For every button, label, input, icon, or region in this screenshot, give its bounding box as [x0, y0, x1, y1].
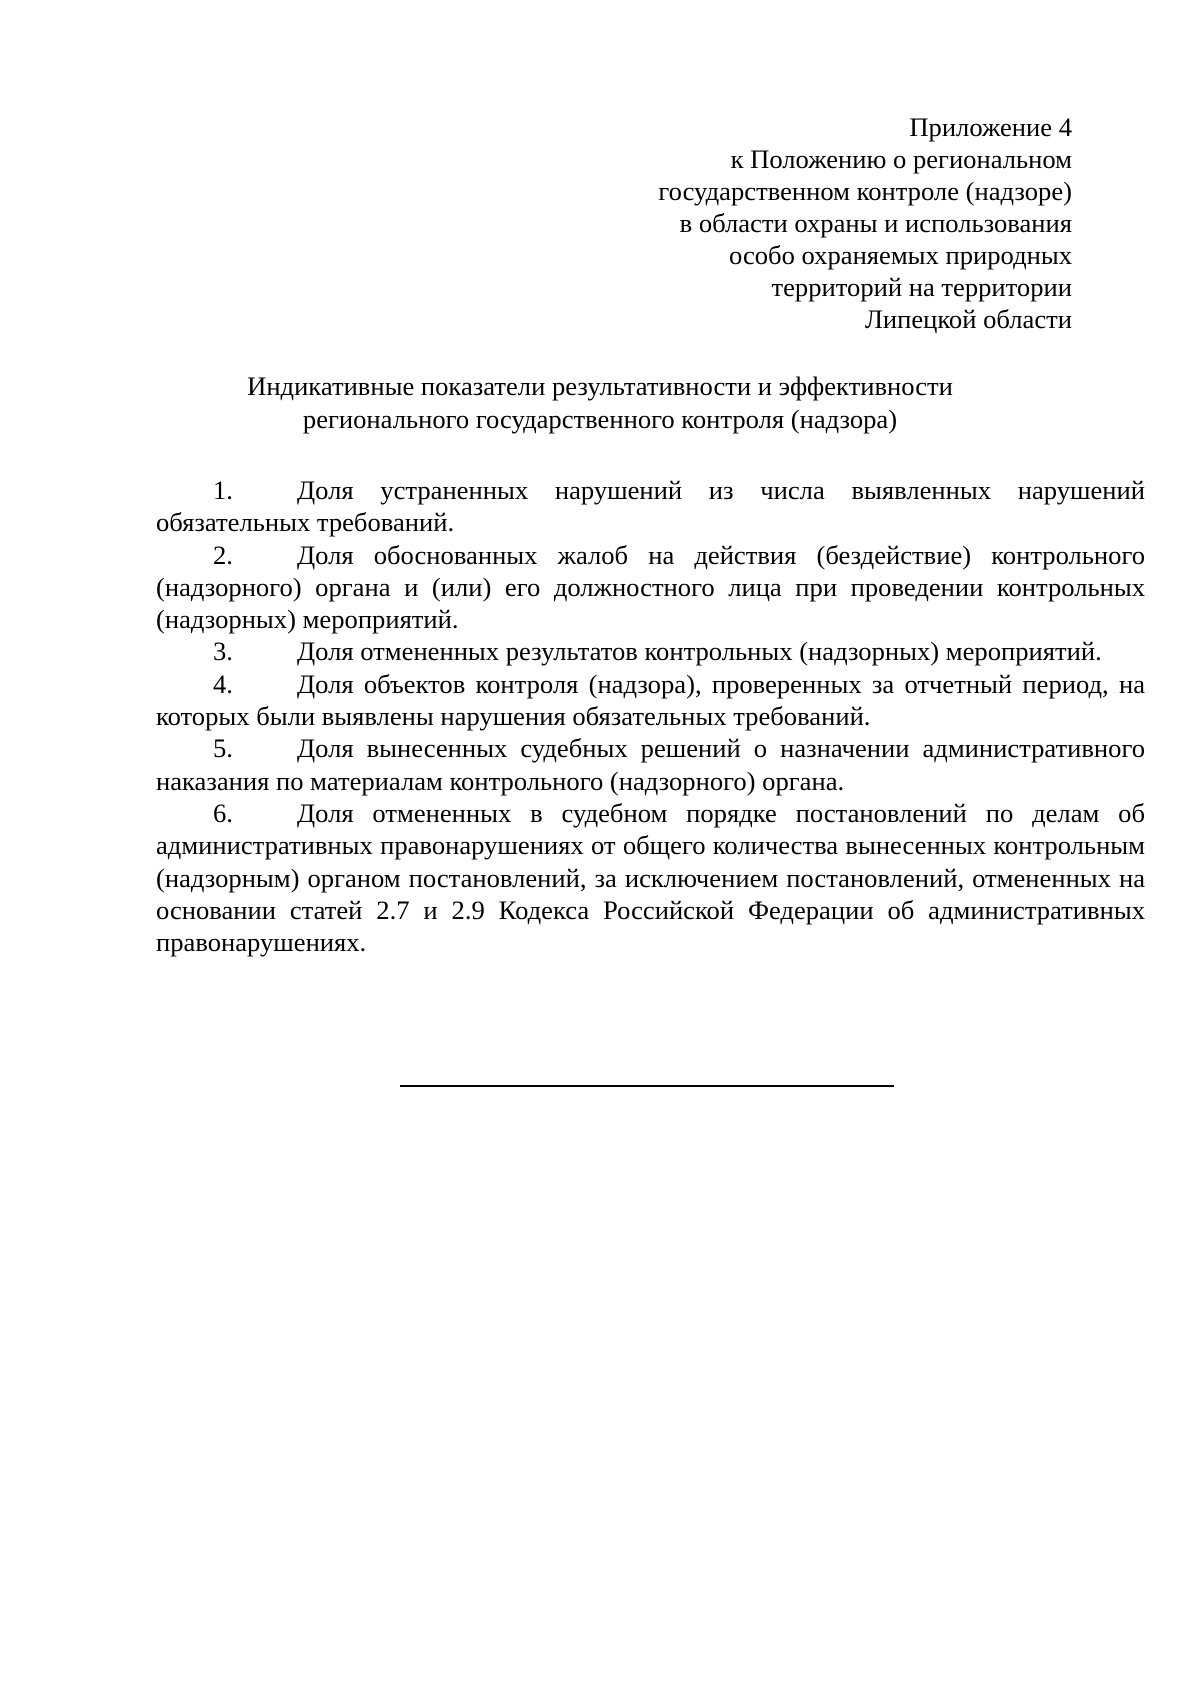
indicator-item: [156, 668, 1145, 733]
document-title: [140, 370, 1060, 436]
appendix-line: особо охраняемых природных: [729, 240, 1072, 270]
indicator-number: 2.: [213, 539, 233, 570]
title-line: регионального государственного контроля (надзора): [302, 404, 898, 434]
indicator-list: [156, 474, 1145, 958]
indicator-number: 4.: [213, 668, 233, 699]
indicator-text: Доля отмененных в судебном порядке постановлений по делам об административных правонарушениях от общего количества вынесенных контрольным (надзорным) органом постановлений, за исключением постановлений, отмененных на основании статей 2.7 и 2.9 Кодекса Российской Федерации об административных правонарушениях.: [156, 797, 1145, 958]
appendix-line: в области охраны и использования: [679, 208, 1072, 238]
appendix-line: Приложение 4: [909, 112, 1072, 142]
indicator-number: 3.: [213, 636, 233, 667]
appendix-line: к Положению о региональном: [730, 144, 1072, 174]
indicator-text: Доля объектов контроля (надзора), проверенных за отчетный период, на которых были выявлены нарушения обязательных требований.: [156, 668, 1145, 732]
appendix-line: территорий на территории: [771, 272, 1072, 302]
indicator-text: Доля отмененных результатов контрольных (надзорных) мероприятий.: [297, 636, 1102, 667]
indicator-item: [156, 539, 1145, 636]
appendix-line: Липецкой области: [864, 304, 1072, 334]
indicator-text: Доля обоснованных жалоб на действия (бездействие) контрольного (надзорного) органа и (или) его должностного лица при проведении контрольных (надзорных) мероприятий.: [156, 539, 1145, 635]
indicator-number: 5.: [213, 733, 233, 764]
indicator-number: 6.: [213, 797, 233, 828]
title-line: Индикативные показатели результативности и эффективности: [247, 371, 953, 401]
end-separator-line: [400, 1085, 894, 1087]
indicator-item: [156, 732, 1145, 797]
appendix-line: государственном контроле (надзоре): [658, 176, 1072, 206]
indicator-item: [156, 797, 1145, 958]
indicator-number: 1.: [213, 475, 233, 505]
indicator-item: [156, 474, 1145, 539]
indicator-text: Доля вынесенных судебных решений о назначении административного наказания по материалам контрольного (надзорного) органа.: [156, 733, 1145, 796]
indicator-item: [156, 635, 1145, 667]
appendix-header: [512, 111, 1072, 335]
indicator-text: Доля устраненных нарушений из числа выявленных нарушений обязательных требований.: [156, 475, 1145, 538]
